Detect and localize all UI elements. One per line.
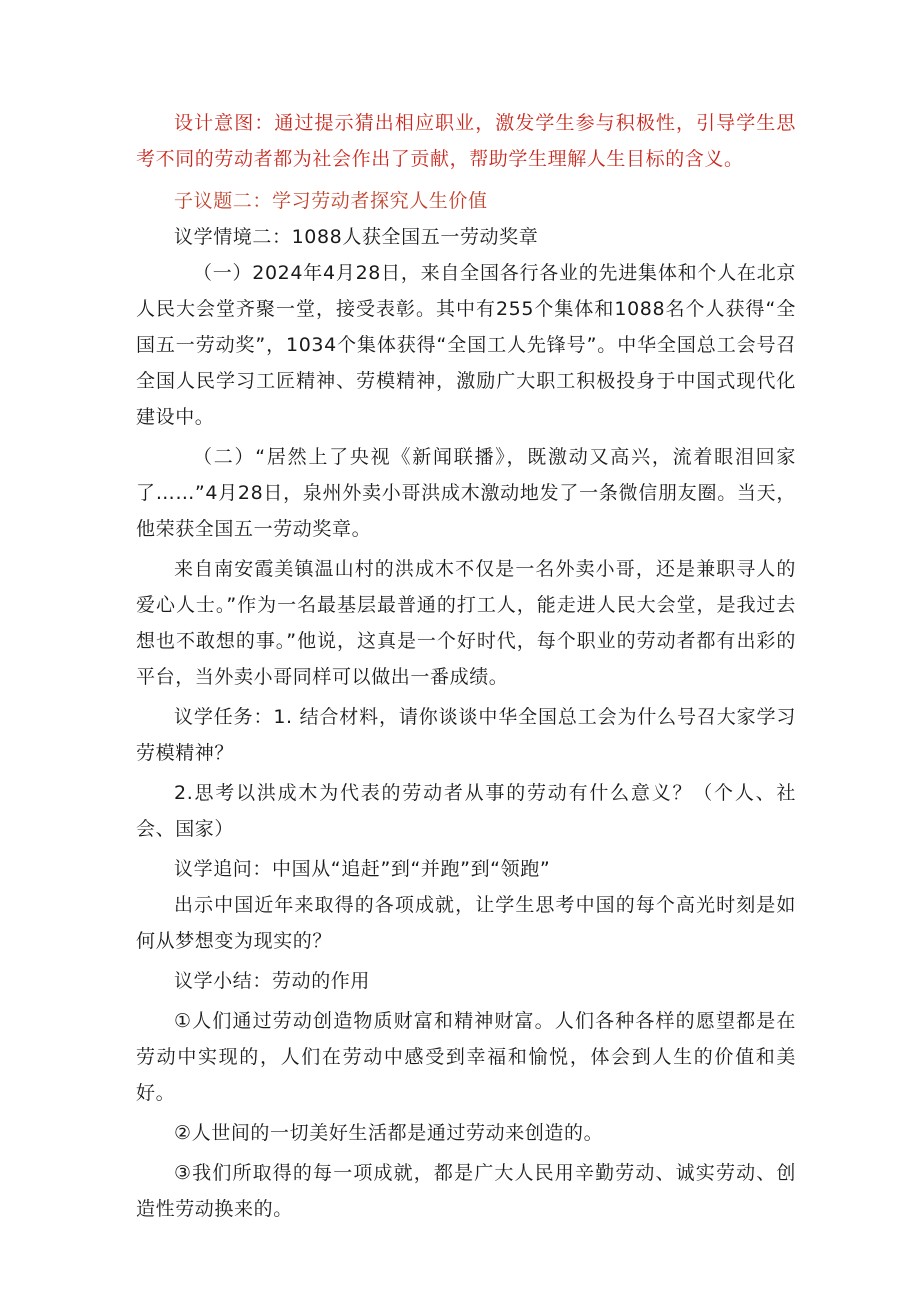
situation-paragraph-one: （一）2024年4月28日，来自全国各行各业的先进集体和个人在北京人民大会堂齐聚一堂，接受表彰。其中有255个集体和1088名个人获得“全国五一劳动奖”，1034个集体获得“全国工人先锋号”。中华全国总工会号召全国人民学习工匠精神、劳模精神，激励广大职工积极投身于中国式现代化建设中。 [136,262,796,428]
learning-task-two: 2.思考以洪成木为代表的劳动者从事的劳动有什么意义？（个人、社会、国家） [136,782,796,840]
document-body [136,105,796,1227]
follow-up-heading: 议学追问：中国从“追赶”到“并跑”到“领跑” [174,858,551,880]
learning-task-one: 议学任务：1. 结合材料，请你谈谈中华全国总工会为什么号召大家学习劳模精神？ [136,706,796,764]
situation-heading: 议学情境二：1088人获全国五一劳动奖章 [174,226,539,248]
design-intent-paragraph: 设计意图：通过提示猜出相应职业，激发学生参与积极性，引导学生思考不同的劳动者都为社会作出了贡献，帮助学生理解人生目标的含义。 [136,112,796,170]
follow-up-paragraph: 出示中国近年来取得的各项成就，让学生思考中国的每个高光时刻是如何从梦想变为现实的？ [136,894,796,952]
sub-topic-heading: 子议题二：学习劳动者探究人生价值 [174,190,488,212]
summary-point-two: ②人世间的一切美好生活都是通过劳动来创造的。 [174,1122,604,1144]
summary-heading: 议学小结：劳动的作用 [174,970,371,992]
situation-paragraph-two: （二）“居然上了央视《新闻联播》，既激动又高兴，流着眼泪回家了……”4月28日，泉州外卖小哥洪成木激动地发了一条微信朋友圈。当天，他荣获全国五一劳动奖章。 [136,446,796,540]
situation-paragraph-three: 来自南安霞美镇温山村的洪成木不仅是一名外卖小哥，还是兼职寻人的爱心人士。”作为一名最基层最普通的打工人，能走进人民大会堂，是我过去想也不敢想的事。”他说，这真是一个好时代，每个职业的劳动者都有出彩的平台，当外卖小哥同样可以做出一番成绩。 [136,558,796,688]
summary-point-one: ①人们通过劳动创造物质财富和精神财富。人们各种各样的愿望都是在劳动中实现的，人们在劳动中感受到幸福和愉悦，体会到人生的价值和美好。 [136,1010,796,1104]
summary-point-three: ③我们所取得的每一项成就，都是广大人民用辛勤劳动、诚实劳动、创造性劳动换来的。 [136,1162,796,1220]
